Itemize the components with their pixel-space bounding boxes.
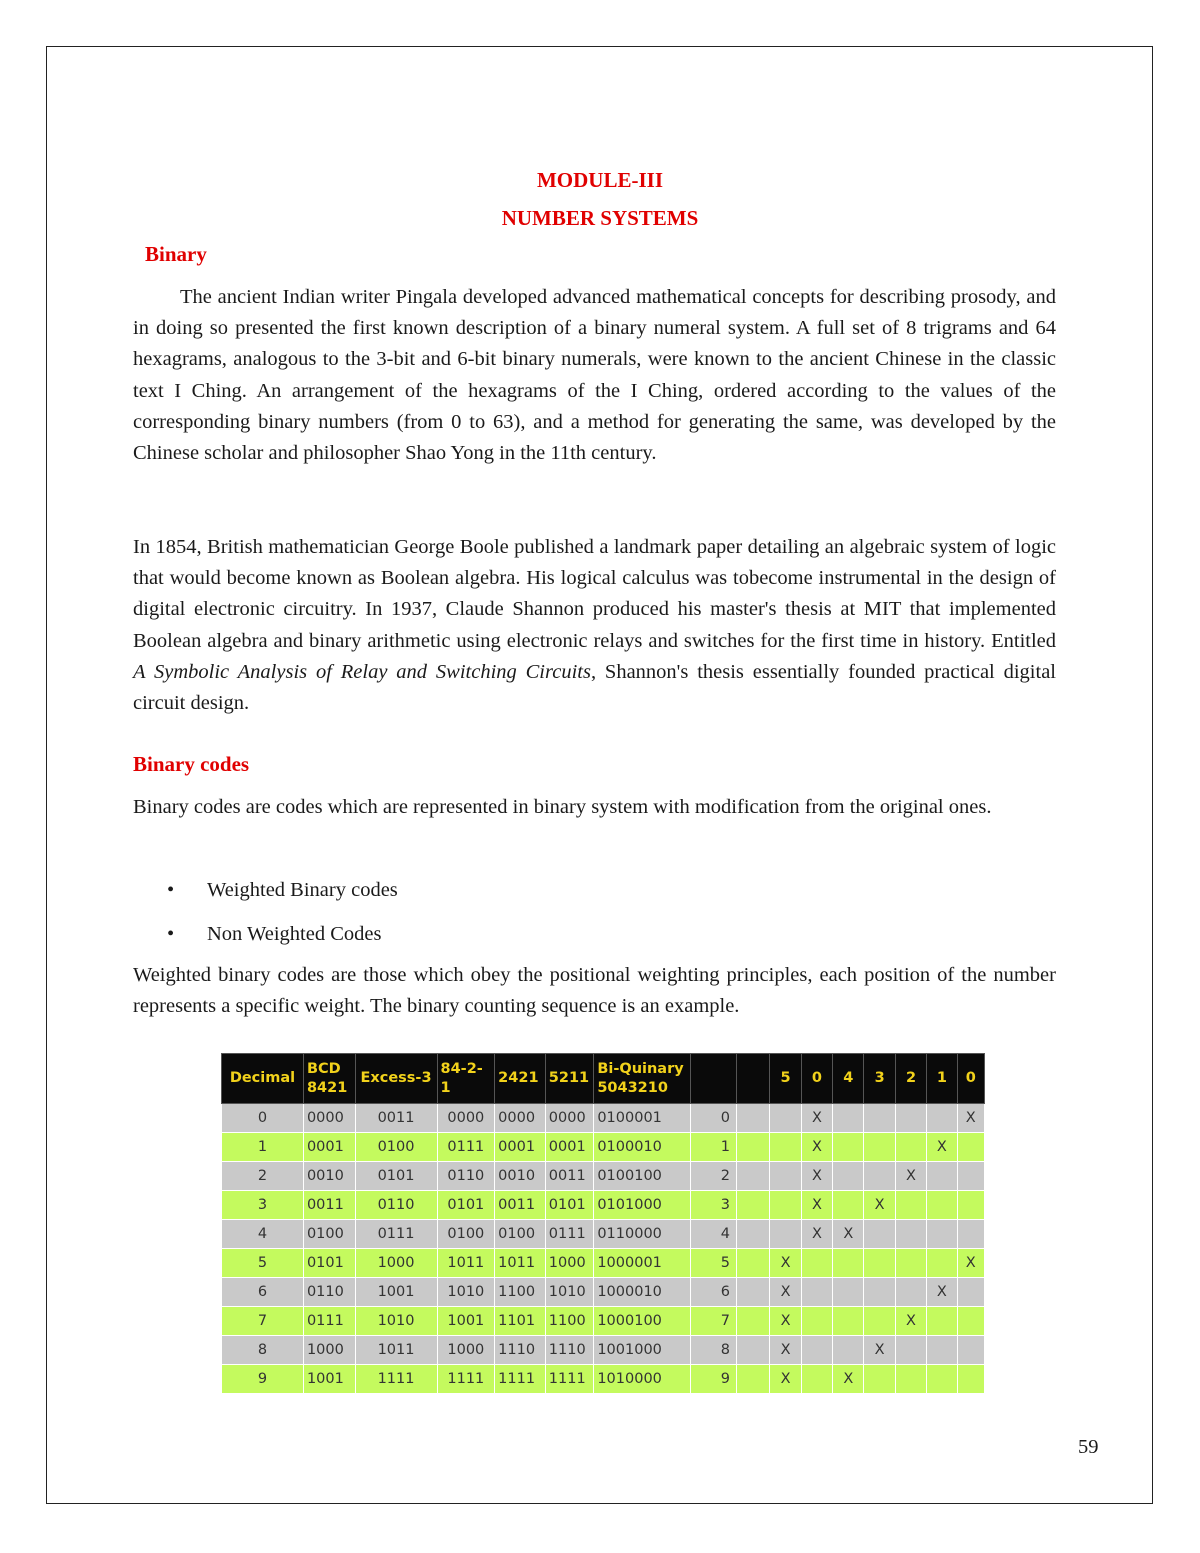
header-2421: 2421 xyxy=(495,1054,546,1104)
cell-b1 xyxy=(927,1191,957,1220)
table-row xyxy=(222,1220,985,1249)
cell-b5: X xyxy=(770,1278,801,1307)
cell-bcd: 0011 xyxy=(303,1191,355,1220)
cell-b0b xyxy=(957,1220,984,1249)
binary-history-paragraph: The ancient Indian writer Pingala developed advanced mathematical concepts for describing prosody, and in doing so presented the first known description of a binary numeral system. A full set of 8 trigrams and 64 hexagrams, analogous to the 3-bit and 6-bit binary numerals, were known to the ancient Chinese in the classic text I Ching. An arrangement of the hexagrams of the I Ching, ordered according to the values of the corresponding binary numbers (from 0 to 63), and a method for generating the same, was developed by the Chinese scholar and philosopher Shao Yong in the 11th century. xyxy=(133,286,1056,465)
cell-b3 xyxy=(864,1162,895,1191)
weighted-codes-description: Weighted binary codes are those which obey the positional weighting principles, each position of the number represents a specific weight. The binary counting sequence is an example. xyxy=(133,964,1056,1018)
cell-biq: 1001000 xyxy=(594,1336,691,1365)
cell-b0b xyxy=(957,1365,984,1394)
cell-idx: 9 xyxy=(691,1365,737,1394)
cell-ex3: 0110 xyxy=(355,1191,437,1220)
code-types-list xyxy=(133,875,398,963)
cell-c2421: 1101 xyxy=(495,1307,546,1336)
header-weight-2: 2 xyxy=(895,1054,926,1104)
cell-b3 xyxy=(864,1249,895,1278)
binary-codes-intro: Binary codes are codes which are represented in binary system with modification from the original ones. xyxy=(133,796,992,818)
cell-b5: X xyxy=(770,1249,801,1278)
list-item xyxy=(133,919,398,963)
table-row xyxy=(222,1191,985,1220)
cell-dec: 8 xyxy=(222,1336,304,1365)
cell-ex3: 1010 xyxy=(355,1307,437,1336)
header-decimal: Decimal xyxy=(222,1054,304,1104)
cell-idx: 3 xyxy=(691,1191,737,1220)
cell-bcd: 0101 xyxy=(303,1249,355,1278)
cell-ex3: 1000 xyxy=(355,1249,437,1278)
cell-c2421: 0100 xyxy=(495,1220,546,1249)
table-row xyxy=(222,1278,985,1307)
cell-b0b xyxy=(957,1133,984,1162)
cell-c5211: 1110 xyxy=(545,1336,594,1365)
cell-bcd: 0001 xyxy=(303,1133,355,1162)
cell-idx: 7 xyxy=(691,1307,737,1336)
cell-bcd: 1001 xyxy=(303,1365,355,1394)
cell-dec: 4 xyxy=(222,1220,304,1249)
header-bcd xyxy=(303,1054,355,1104)
cell-b2 xyxy=(895,1336,926,1365)
cell-c5211: 1010 xyxy=(545,1278,594,1307)
binary-codes-heading: Binary codes xyxy=(133,752,250,776)
cell-b3 xyxy=(864,1104,895,1133)
cell-idx: 5 xyxy=(691,1249,737,1278)
cell-bcd: 0000 xyxy=(303,1104,355,1133)
cell-ex3: 1111 xyxy=(355,1365,437,1394)
header-weight-1: 1 xyxy=(927,1054,957,1104)
cell-b2 xyxy=(895,1104,926,1133)
cell-c84: 0110 xyxy=(437,1162,495,1191)
cell-spacer xyxy=(737,1365,770,1394)
table-row xyxy=(222,1133,985,1162)
cell-bcd: 0111 xyxy=(303,1307,355,1336)
cell-b3 xyxy=(864,1278,895,1307)
cell-b4 xyxy=(833,1336,864,1365)
cell-c84: 1011 xyxy=(437,1249,495,1278)
cell-b0a: X xyxy=(801,1162,832,1191)
cell-b0b xyxy=(957,1278,984,1307)
cell-b2 xyxy=(895,1365,926,1394)
cell-c5211: 0101 xyxy=(545,1191,594,1220)
page-number: 59 xyxy=(1078,1436,1099,1458)
cell-b2: X xyxy=(895,1162,926,1191)
cell-b4 xyxy=(833,1162,864,1191)
header-weight-0b: 0 xyxy=(957,1054,984,1104)
cell-c2421: 0001 xyxy=(495,1133,546,1162)
list-item-label: Weighted Binary codes xyxy=(207,879,398,901)
cell-c5211: 1100 xyxy=(545,1307,594,1336)
cell-b5 xyxy=(770,1133,801,1162)
header-bi-quinary xyxy=(594,1054,691,1104)
cell-b3 xyxy=(864,1307,895,1336)
cell-c2421: 0011 xyxy=(495,1191,546,1220)
cell-c2421: 1011 xyxy=(495,1249,546,1278)
cell-spacer xyxy=(737,1307,770,1336)
cell-c5211: 0011 xyxy=(545,1162,594,1191)
bullet-icon: • xyxy=(167,923,175,945)
cell-ex3: 1001 xyxy=(355,1278,437,1307)
module-title: MODULE-III xyxy=(536,168,663,192)
cell-c2421: 0000 xyxy=(495,1104,546,1133)
cell-c5211: 0000 xyxy=(545,1104,594,1133)
header-excess3: Excess-3 xyxy=(355,1054,437,1104)
cell-b0b xyxy=(957,1307,984,1336)
cell-b2 xyxy=(895,1278,926,1307)
cell-ex3: 0101 xyxy=(355,1162,437,1191)
cell-biq: 1000100 xyxy=(594,1307,691,1336)
cell-b5 xyxy=(770,1104,801,1133)
cell-b1 xyxy=(927,1365,957,1394)
cell-c84: 1000 xyxy=(437,1336,495,1365)
table-row xyxy=(222,1104,985,1133)
cell-b3 xyxy=(864,1365,895,1394)
cell-b1 xyxy=(927,1307,957,1336)
cell-b0a xyxy=(801,1307,832,1336)
cell-c84: 0101 xyxy=(437,1191,495,1220)
page-title: NUMBER SYSTEMS xyxy=(501,206,699,230)
cell-b2 xyxy=(895,1133,926,1162)
cell-b1: X xyxy=(927,1133,957,1162)
table-row xyxy=(222,1307,985,1336)
cell-biq: 0100001 xyxy=(594,1104,691,1133)
cell-spacer xyxy=(737,1162,770,1191)
cell-spacer xyxy=(737,1220,770,1249)
cell-b4 xyxy=(833,1249,864,1278)
header-bcd-line2: 8421 xyxy=(306,1079,348,1096)
cell-spacer xyxy=(737,1249,770,1278)
cell-b3: X xyxy=(864,1336,895,1365)
cell-b5 xyxy=(770,1162,801,1191)
cell-b0a: X xyxy=(801,1191,832,1220)
cell-ex3: 0011 xyxy=(355,1104,437,1133)
cell-c84: 1010 xyxy=(437,1278,495,1307)
cell-idx: 1 xyxy=(691,1133,737,1162)
cell-dec: 6 xyxy=(222,1278,304,1307)
cell-b1 xyxy=(927,1249,957,1278)
header-weight-0a: 0 xyxy=(801,1054,832,1104)
cell-b1 xyxy=(927,1336,957,1365)
cell-b4 xyxy=(833,1104,864,1133)
cell-bcd: 1000 xyxy=(303,1336,355,1365)
cell-b0a xyxy=(801,1365,832,1394)
cell-b1 xyxy=(927,1104,957,1133)
binary-codes-table xyxy=(221,1053,985,1394)
bullet-icon: • xyxy=(167,879,175,901)
cell-b4 xyxy=(833,1133,864,1162)
cell-b4 xyxy=(833,1278,864,1307)
cell-b0b xyxy=(957,1162,984,1191)
cell-b3: X xyxy=(864,1191,895,1220)
cell-c5211: 1111 xyxy=(545,1365,594,1394)
header-weight-5: 5 xyxy=(770,1054,801,1104)
header-5211: 5211 xyxy=(545,1054,594,1104)
binary-heading: Binary xyxy=(145,242,207,266)
cell-b5: X xyxy=(770,1365,801,1394)
cell-biq: 0101000 xyxy=(594,1191,691,1220)
cell-dec: 3 xyxy=(222,1191,304,1220)
cell-c84: 1111 xyxy=(437,1365,495,1394)
cell-b5 xyxy=(770,1191,801,1220)
cell-bcd: 0100 xyxy=(303,1220,355,1249)
cell-ex3: 0100 xyxy=(355,1133,437,1162)
cell-dec: 7 xyxy=(222,1307,304,1336)
cell-b5 xyxy=(770,1220,801,1249)
cell-b0b xyxy=(957,1191,984,1220)
codes-table-wrapper xyxy=(221,1053,985,1392)
cell-dec: 0 xyxy=(222,1104,304,1133)
cell-c84: 1001 xyxy=(437,1307,495,1336)
cell-dec: 5 xyxy=(222,1249,304,1278)
cell-b4 xyxy=(833,1307,864,1336)
header-biq-line1: Bi-Quinary xyxy=(597,1060,684,1077)
cell-b0b: X xyxy=(957,1249,984,1278)
cell-b0a: X xyxy=(801,1104,832,1133)
cell-biq: 1010000 xyxy=(594,1365,691,1394)
table-header-row xyxy=(222,1054,985,1104)
cell-biq: 1000010 xyxy=(594,1278,691,1307)
cell-b3 xyxy=(864,1133,895,1162)
cell-idx: 4 xyxy=(691,1220,737,1249)
cell-spacer xyxy=(737,1336,770,1365)
header-weight-3: 3 xyxy=(864,1054,895,1104)
cell-ex3: 0111 xyxy=(355,1220,437,1249)
cell-b2 xyxy=(895,1220,926,1249)
header-84-2-1: 84-2-1 xyxy=(437,1054,495,1104)
cell-b5: X xyxy=(770,1336,801,1365)
cell-idx: 6 xyxy=(691,1278,737,1307)
cell-c84: 0000 xyxy=(437,1104,495,1133)
cell-biq: 0100010 xyxy=(594,1133,691,1162)
cell-b0a xyxy=(801,1249,832,1278)
cell-dec: 1 xyxy=(222,1133,304,1162)
table-row xyxy=(222,1162,985,1191)
cell-b0b xyxy=(957,1336,984,1365)
cell-b4 xyxy=(833,1191,864,1220)
cell-b2 xyxy=(895,1249,926,1278)
cell-c2421: 0010 xyxy=(495,1162,546,1191)
cell-c2421: 1110 xyxy=(495,1336,546,1365)
cell-biq: 0100100 xyxy=(594,1162,691,1191)
cell-b2: X xyxy=(895,1307,926,1336)
cell-b4: X xyxy=(833,1220,864,1249)
cell-b5: X xyxy=(770,1307,801,1336)
cell-c84: 0100 xyxy=(437,1220,495,1249)
cell-biq: 1000001 xyxy=(594,1249,691,1278)
cell-idx: 8 xyxy=(691,1336,737,1365)
cell-spacer xyxy=(737,1278,770,1307)
cell-b1 xyxy=(927,1162,957,1191)
cell-bcd: 0010 xyxy=(303,1162,355,1191)
header-blank-2 xyxy=(737,1054,770,1104)
list-item xyxy=(133,875,398,919)
cell-b0b: X xyxy=(957,1104,984,1133)
cell-idx: 0 xyxy=(691,1104,737,1133)
cell-b3 xyxy=(864,1220,895,1249)
cell-dec: 9 xyxy=(222,1365,304,1394)
cell-b0a xyxy=(801,1278,832,1307)
cell-spacer xyxy=(737,1104,770,1133)
paragraph-text: , Shannon's thesis essentially founded practical digital circuit design. xyxy=(133,660,1056,715)
cell-b0a: X xyxy=(801,1133,832,1162)
cell-b4: X xyxy=(833,1365,864,1394)
cell-c2421: 1100 xyxy=(495,1278,546,1307)
cell-spacer xyxy=(737,1191,770,1220)
list-item-label: Non Weighted Codes xyxy=(207,923,382,945)
cell-c5211: 0001 xyxy=(545,1133,594,1162)
table-row xyxy=(222,1249,985,1278)
thesis-title: A Symbolic Analysis of Relay and Switching Circuits xyxy=(133,660,591,683)
cell-c2421: 1111 xyxy=(495,1365,546,1394)
table-row xyxy=(222,1365,985,1394)
header-bcd-line1: BCD xyxy=(306,1060,341,1077)
cell-b0a: X xyxy=(801,1220,832,1249)
paragraph-text: In 1854, British mathematician George Boole published a landmark paper detailing an algebraic system of logic that would become known as Boolean algebra. His logical calculus was tobecome instrumental in the design of digital electronic circuitry. In 1937, Claude Shannon produced his master's thesis at MIT that implemented Boolean algebra and binary arithmetic using electronic relays and switches for the first time in history. Entitled xyxy=(133,536,1056,652)
cell-idx: 2 xyxy=(691,1162,737,1191)
cell-c5211: 1000 xyxy=(545,1249,594,1278)
cell-c5211: 0111 xyxy=(545,1220,594,1249)
cell-dec: 2 xyxy=(222,1162,304,1191)
header-biq-line2: 5043210 xyxy=(597,1079,668,1096)
cell-b0a xyxy=(801,1336,832,1365)
cell-b1: X xyxy=(927,1278,957,1307)
header-weight-4: 4 xyxy=(833,1054,864,1104)
cell-b1 xyxy=(927,1220,957,1249)
cell-bcd: 0110 xyxy=(303,1278,355,1307)
cell-b2 xyxy=(895,1191,926,1220)
table-body xyxy=(222,1104,985,1394)
table-row xyxy=(222,1336,985,1365)
header-blank-1 xyxy=(691,1054,737,1104)
cell-c84: 0111 xyxy=(437,1133,495,1162)
boole-shannon-paragraph xyxy=(133,532,1056,719)
cell-spacer xyxy=(737,1133,770,1162)
cell-ex3: 1011 xyxy=(355,1336,437,1365)
cell-biq: 0110000 xyxy=(594,1220,691,1249)
